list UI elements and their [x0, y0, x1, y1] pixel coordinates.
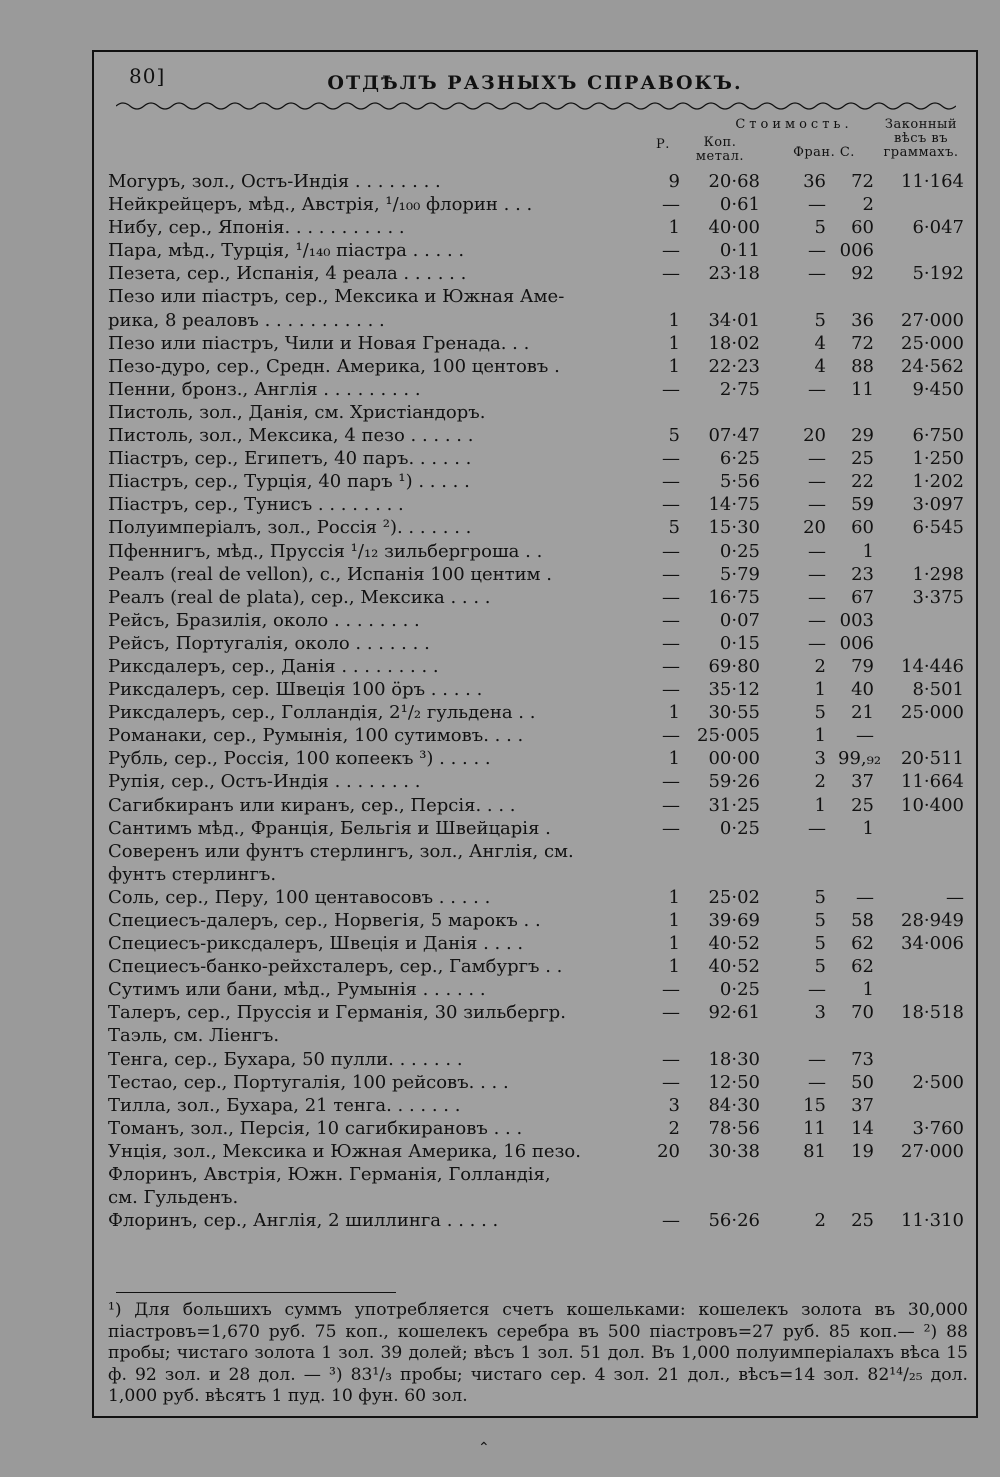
coin-name: Соль, сер., Перу, 100 центавосовъ . . . . .	[108, 886, 491, 908]
table-row	[108, 632, 966, 655]
table-row	[108, 1140, 966, 1163]
coin-name: Тилла, зол., Бухара, 21 тенга. . . . . . .	[108, 1094, 461, 1116]
header-weight: Законный вѣсъ въ граммахъ.	[883, 117, 959, 160]
footnotes	[108, 1300, 968, 1408]
table-row	[108, 262, 966, 285]
table-row	[108, 193, 966, 216]
cell-kop: 12·50	[708, 1071, 760, 1093]
cell-kop: 25·005	[697, 725, 760, 747]
header-kop: Коп. метал.	[695, 135, 745, 164]
coin-name: Реалъ (real de vellon), с., Испанія 100 центим .	[108, 563, 553, 585]
cell-kop: 92·61	[708, 1002, 760, 1024]
cell-sant: 72	[851, 332, 874, 354]
table-row	[108, 285, 966, 308]
cell-rub: —	[662, 1002, 680, 1024]
cell-weight: 28·949	[901, 910, 964, 931]
cell-kop: 39·69	[708, 910, 760, 931]
coin-name: Піастръ, сер., Тунисъ . . . . . . . .	[108, 494, 404, 516]
table-row	[108, 516, 966, 539]
cell-fr: 36	[803, 171, 826, 192]
coin-name: Пенни, бронз., Англія . . . . . . . . .	[108, 378, 421, 400]
decorative-wave-rule	[116, 99, 956, 113]
coin-name: Таэль, см. Ліенгъ.	[108, 1025, 280, 1047]
coin-name: Піастръ, сер., Турція, 40 паръ ¹) . . . . .	[108, 471, 470, 493]
cell-weight: 25·000	[901, 332, 964, 354]
cell-weight: 9·450	[912, 378, 964, 400]
coin-name: Тенга, сер., Бухара, 50 пулли. . . . . . .	[108, 1048, 463, 1070]
cell-weight: 14·446	[901, 655, 964, 677]
cell-sant: 1	[862, 817, 874, 839]
coin-name: Риксдалеръ, сер., Данія . . . . . . . . .	[108, 655, 439, 677]
cell-fr: —	[808, 540, 826, 562]
cell-kop: 0·25	[719, 817, 760, 839]
table-row	[108, 563, 966, 586]
cell-fr: —	[808, 1071, 826, 1093]
cell-fr: 11	[803, 1117, 826, 1139]
cell-weight: 3·097	[912, 494, 964, 516]
cell-sant: 62	[851, 933, 874, 955]
cell-fr: 2	[814, 1210, 826, 1232]
cell-rub: 1	[668, 332, 680, 354]
cell-fr: 2	[814, 655, 826, 677]
cell-fr: 3	[814, 748, 826, 770]
table-row	[108, 817, 966, 840]
cell-weight: 5·192	[912, 263, 964, 285]
table-row	[108, 1186, 966, 1209]
coin-name: Рупія, сер., Остъ-Индія . . . . . . . .	[108, 771, 421, 793]
cell-kop: 56·26	[708, 1210, 760, 1232]
cell-kop: 0·61	[719, 194, 760, 216]
cell-sant: 60	[851, 217, 874, 239]
table-row	[108, 378, 966, 401]
cell-sant: 1	[862, 979, 874, 1001]
cell-kop: 84·30	[708, 1094, 760, 1116]
cell-fr: 1	[814, 679, 826, 701]
coin-name: Рейсъ, Бразилія, около . . . . . . . .	[108, 609, 420, 631]
cell-fr: 1	[814, 725, 826, 747]
cell-rub: —	[662, 771, 680, 793]
cell-kop: 2·75	[719, 378, 760, 400]
cell-kop: 40·52	[708, 956, 760, 978]
cell-rub: 1	[668, 933, 680, 955]
cell-rub: 1	[668, 886, 680, 908]
cell-sant: 003	[839, 609, 874, 631]
coin-name: Сагибкиранъ или киранъ, сер., Персія. . . .	[108, 794, 516, 816]
table-row	[108, 655, 966, 678]
cell-kop: 31·25	[708, 794, 760, 816]
coin-name: Соверенъ или фунтъ стерлингъ, зол., Англія, см.	[108, 840, 574, 862]
cell-fr: —	[808, 563, 826, 585]
cell-fr: —	[808, 194, 826, 216]
cell-kop: 20·68	[708, 171, 760, 192]
cell-rub: 1	[668, 355, 680, 377]
cell-sant: 59	[851, 494, 874, 516]
cell-rub: —	[662, 817, 680, 839]
cell-fr: 4	[814, 332, 826, 354]
cell-fr: —	[808, 609, 826, 631]
cell-rub: —	[662, 586, 680, 608]
cell-weight: 27·000	[901, 1140, 964, 1162]
cell-weight: —	[946, 886, 964, 908]
table-row	[108, 678, 966, 701]
cell-sant: 70	[851, 1002, 874, 1024]
coin-name: Пара, мѣд., Турція, ¹/₁₄₀ піастра . . . . .	[108, 240, 465, 262]
table-row	[108, 770, 966, 793]
table-row	[108, 332, 966, 355]
cell-rub: 20	[657, 1140, 680, 1162]
cell-sant: 99,₉₂	[838, 748, 882, 770]
cell-sant: 11	[851, 378, 874, 400]
coin-table	[108, 170, 966, 1232]
cell-fr: 3	[814, 1002, 826, 1024]
cell-kop: 59·26	[708, 771, 760, 793]
cell-rub: 5	[668, 425, 680, 447]
cell-sant: 006	[839, 632, 874, 654]
bottom-mark: ⌃	[478, 1440, 490, 1456]
table-row	[108, 701, 966, 724]
cell-fr: 20	[803, 425, 826, 447]
cell-fr: 20	[803, 517, 826, 539]
cell-rub: —	[662, 378, 680, 400]
cell-fr: —	[808, 817, 826, 839]
cell-weight: 18·518	[901, 1002, 964, 1024]
coin-name: Пезо или піастръ, Чили и Новая Гренада. . .	[108, 332, 530, 354]
cell-rub: —	[662, 679, 680, 701]
cell-kop: 18·30	[708, 1048, 760, 1070]
cell-rub: —	[662, 725, 680, 747]
table-row	[108, 932, 966, 955]
table-row	[108, 586, 966, 609]
cell-fr: 2	[814, 771, 826, 793]
cell-kop: 25·02	[708, 886, 760, 908]
cell-kop: 34·01	[708, 309, 760, 331]
cell-kop: 0·07	[719, 609, 760, 631]
cell-kop: 5·79	[719, 563, 760, 585]
cell-fr: —	[808, 471, 826, 493]
table-row	[108, 863, 966, 886]
cell-sant: 67	[851, 586, 874, 608]
cell-fr: —	[808, 240, 826, 262]
cell-sant: 50	[851, 1071, 874, 1093]
cell-weight: 34·006	[901, 933, 964, 955]
coin-name: Пистоль, зол., Данія, см. Христіандоръ.	[108, 401, 486, 423]
cell-sant: 62	[851, 956, 874, 978]
cell-kop: 16·75	[708, 586, 760, 608]
cell-kop: 22·23	[708, 355, 760, 377]
table-row	[108, 1048, 966, 1071]
cell-rub: —	[662, 240, 680, 262]
cell-rub: —	[662, 471, 680, 493]
cell-sant: 72	[851, 171, 874, 192]
cell-fr: 5	[814, 956, 826, 978]
cell-fr: —	[808, 494, 826, 516]
coin-name: Унція, зол., Мексика и Южная Америка, 16 пезо.	[108, 1140, 581, 1162]
cell-sant: 25	[851, 794, 874, 816]
coin-name: Специесъ-далеръ, сер., Норвегія, 5 марокъ . .	[108, 910, 541, 931]
coin-name: Полуимперіалъ, зол., Россія ²). . . . . . .	[108, 517, 472, 539]
table-row	[108, 355, 966, 378]
cell-weight: 8·501	[912, 679, 964, 701]
table-row	[108, 840, 966, 863]
table-row	[108, 216, 966, 239]
cell-rub: —	[662, 263, 680, 285]
coin-name: Пфеннигъ, мѣд., Пруссія ¹/₁₂ зильбергроша . .	[108, 540, 543, 562]
cell-weight: 1·298	[912, 563, 964, 585]
cell-rub: —	[662, 655, 680, 677]
cell-sant: 14	[851, 1117, 874, 1139]
coin-name: Піастръ, сер., Египетъ, 40 паръ. . . . . .	[108, 448, 472, 470]
coin-name: Сутимъ или бани, мѣд., Румынія . . . . . .	[108, 979, 486, 1001]
coin-name: Специесъ-банко-рейхсталеръ, сер., Гамбургъ . .	[108, 956, 563, 978]
cell-sant: 37	[851, 1094, 874, 1116]
coin-name: Томанъ, зол., Персія, 10 сагибкирановъ . . .	[108, 1117, 523, 1139]
cell-kop: 14·75	[708, 494, 760, 516]
cell-weight: 24·562	[901, 355, 964, 377]
cell-sant: 006	[839, 240, 874, 262]
table-row	[108, 955, 966, 978]
cell-sant: 58	[851, 910, 874, 931]
cell-kop: 0·25	[719, 979, 760, 1001]
coin-name: Пезо-дуро, сер., Средн. Америка, 100 центовъ .	[108, 355, 560, 377]
table-row	[108, 239, 966, 262]
cell-sant: 25	[851, 1210, 874, 1232]
cell-rub: —	[662, 194, 680, 216]
cell-kop: 40·52	[708, 933, 760, 955]
table-row	[108, 909, 966, 932]
cell-weight: 11·664	[901, 771, 964, 793]
cell-sant: 79	[851, 655, 874, 677]
cell-fr: —	[808, 979, 826, 1001]
coin-name: Могуръ, зол., Остъ-Индія . . . . . . . .	[108, 171, 441, 192]
coin-name: Пезо или піастръ, сер., Мексика и Южная Аме-	[108, 286, 565, 308]
cell-kop: 5·56	[719, 471, 760, 493]
table-row	[108, 1163, 966, 1186]
cell-kop: 6·25	[719, 448, 760, 470]
cell-rub: —	[662, 540, 680, 562]
cell-weight: 20·511	[901, 748, 964, 770]
cell-fr: 5	[814, 886, 826, 908]
cell-kop: 69·80	[708, 655, 760, 677]
cell-rub: 1	[668, 217, 680, 239]
cell-rub: —	[662, 794, 680, 816]
table-row	[108, 1071, 966, 1094]
coin-name: Тестао, сер., Португалія, 100 рейсовъ. . . .	[108, 1071, 509, 1093]
cell-fr: 15	[803, 1094, 826, 1116]
cell-rub: —	[662, 632, 680, 654]
coin-name: Нейкрейцеръ, мѣд., Австрія, ¹/₁₀₀ флорин . . .	[108, 194, 533, 216]
cell-fr: 5	[814, 910, 826, 931]
cell-rub: 2	[668, 1117, 680, 1139]
cell-kop: 30·38	[708, 1140, 760, 1162]
table-row	[108, 424, 966, 447]
header-rub: Р.	[656, 137, 670, 152]
cell-weight: 3·760	[912, 1117, 964, 1139]
cell-kop: 00·00	[708, 748, 760, 770]
cell-fr: —	[808, 586, 826, 608]
coin-name: рика, 8 реаловъ . . . . . . . . . . .	[108, 309, 385, 331]
cell-rub: —	[662, 979, 680, 1001]
coin-name: см. Гульденъ.	[108, 1187, 239, 1209]
table-row	[108, 1024, 966, 1047]
page-frame	[92, 50, 978, 1418]
cell-rub: —	[662, 563, 680, 585]
cell-rub: 5	[668, 517, 680, 539]
page-title: ОТДѢЛЪ РАЗНЫХЪ СПРАВОКЪ.	[327, 72, 743, 94]
table-row	[108, 170, 966, 193]
coin-name: фунтъ стерлингъ.	[108, 863, 277, 885]
cell-sant: 73	[851, 1048, 874, 1070]
cell-sant: 92	[851, 263, 874, 285]
cell-kop: 0·11	[719, 240, 760, 262]
cell-rub: 1	[668, 309, 680, 331]
cell-fr: 5	[814, 217, 826, 239]
cell-kop: 40·00	[708, 217, 760, 239]
cell-fr: —	[808, 263, 826, 285]
cell-weight: 6·047	[912, 217, 964, 239]
cell-weight: 1·202	[912, 471, 964, 493]
page-number: 80]	[129, 64, 166, 88]
table-row	[108, 470, 966, 493]
table-row	[108, 794, 966, 817]
table-row	[108, 401, 966, 424]
cell-kop: 35·12	[708, 679, 760, 701]
cell-kop: 30·55	[708, 702, 760, 724]
cell-fr: —	[808, 632, 826, 654]
coin-name: Сантимъ мѣд., Франція, Бельгія и Швейцарія .	[108, 817, 551, 839]
coin-name: Пезета, сер., Испанія, 4 реала . . . . . .	[108, 263, 467, 285]
cell-rub: 9	[668, 171, 680, 192]
cell-sant: 40	[851, 679, 874, 701]
cell-rub: —	[662, 448, 680, 470]
cell-sant: —	[856, 725, 874, 747]
cell-kop: 18·02	[708, 332, 760, 354]
cell-rub: —	[662, 1071, 680, 1093]
coin-name: Талеръ, сер., Пруссія и Германія, 30 зильбергр.	[108, 1002, 566, 1024]
coin-name: Нибу, сер., Японія. . . . . . . . . . .	[108, 217, 405, 239]
cell-sant: 25	[851, 448, 874, 470]
cell-rub: —	[662, 609, 680, 631]
table-row	[108, 1094, 966, 1117]
cell-kop: 15·30	[708, 517, 760, 539]
cell-sant: 36	[851, 309, 874, 331]
cell-weight: 25·000	[901, 702, 964, 724]
cell-kop: 0·15	[719, 632, 760, 654]
cell-sant: 29	[851, 425, 874, 447]
table-row	[108, 309, 966, 332]
cell-weight: 2·500	[912, 1071, 964, 1093]
cell-rub: 1	[668, 910, 680, 931]
cell-fr: 81	[803, 1140, 826, 1162]
cell-fr: —	[808, 448, 826, 470]
cell-fr: 5	[814, 933, 826, 955]
cell-fr: 5	[814, 702, 826, 724]
cell-weight: 11·164	[901, 171, 964, 192]
header-group-value: Стоимость.	[735, 117, 853, 132]
cell-weight: 11·310	[901, 1210, 964, 1232]
coin-name: Флоринъ, сер., Англія, 2 шиллинга . . . . .	[108, 1210, 499, 1232]
table-row	[108, 447, 966, 470]
cell-sant: 22	[851, 471, 874, 493]
cell-weight: 6·750	[912, 425, 964, 447]
cell-rub: 1	[668, 748, 680, 770]
cell-sant: 2	[862, 194, 874, 216]
coin-name: Реалъ (real de plata), сер., Мексика . . . .	[108, 586, 491, 608]
cell-kop: 23·18	[708, 263, 760, 285]
table-row	[108, 978, 966, 1001]
table-row	[108, 886, 966, 909]
cell-sant: 23	[851, 563, 874, 585]
table-row	[108, 493, 966, 516]
cell-fr: —	[808, 1048, 826, 1070]
table-row	[108, 540, 966, 563]
coin-name: Романаки, сер., Румынія, 100 сутимовъ. . . .	[108, 725, 524, 747]
cell-sant: 1	[862, 540, 874, 562]
coin-name: Рейсъ, Португалія, около . . . . . . .	[108, 632, 430, 654]
footnote-divider	[116, 1292, 396, 1293]
coin-name: Риксдалеръ, сер., Голландія, 2¹/₂ гульдена . .	[108, 702, 536, 724]
cell-fr: —	[808, 378, 826, 400]
cell-rub: —	[662, 1210, 680, 1232]
cell-kop: 07·47	[708, 425, 760, 447]
cell-rub: 1	[668, 956, 680, 978]
coin-name: Пистоль, зол., Мексика, 4 пезо . . . . . .	[108, 425, 474, 447]
table-row	[108, 609, 966, 632]
coin-name: Риксдалеръ, сер. Швеція 100 öръ . . . . .	[108, 679, 483, 701]
cell-fr: 4	[814, 355, 826, 377]
cell-fr: 1	[814, 794, 826, 816]
cell-rub: —	[662, 494, 680, 516]
cell-kop: 0·25	[719, 540, 760, 562]
cell-sant: 19	[851, 1140, 874, 1162]
cell-rub: —	[662, 1048, 680, 1070]
cell-fr: 5	[814, 309, 826, 331]
cell-sant: 88	[851, 355, 874, 377]
cell-sant: 60	[851, 517, 874, 539]
table-row	[108, 724, 966, 747]
cell-weight: 3·375	[912, 586, 964, 608]
header-fr: Фран. С.	[793, 145, 855, 160]
footnote-text: ¹) Для большихъ суммъ употребляется счетъ кошельками: кошелекъ золота въ 30,000 піастровъ=1,670 руб. 75 коп., кошелекъ серебра въ 500 піастровъ=27 руб. 85 коп.— ²) 88 пробы; чистаго золота 1 зол. 39 долей; вѣсъ 1 зол. 51 дол. Въ 1,000 полуимперіалахъ вѣса 15 ф. 92 зол. и 28 дол. — ³) 83¹/₃ пробы; чистаго сер. 4 зол. 21 дол., вѣсъ=14 зол. 82¹⁴/₂₅ дол. 1,000 руб. вѣсятъ 1 пуд. 10 фун. 60 зол.	[108, 1300, 968, 1406]
cell-rub: 1	[668, 702, 680, 724]
cell-weight: 27·000	[901, 309, 964, 331]
coin-name: Рубль, сер., Россія, 100 копеекъ ³) . . . . .	[108, 748, 491, 770]
table-row	[108, 1209, 966, 1232]
cell-weight: 1·250	[912, 448, 964, 470]
cell-sant: 37	[851, 771, 874, 793]
cell-rub: 3	[668, 1094, 680, 1116]
table-row	[108, 1001, 966, 1024]
cell-weight: 10·400	[901, 794, 964, 816]
cell-sant: 21	[851, 702, 874, 724]
cell-sant: —	[856, 886, 874, 908]
cell-weight: 6·545	[912, 517, 964, 539]
table-row	[108, 747, 966, 770]
coin-name: Флоринъ, Австрія, Южн. Германія, Голландія,	[108, 1164, 551, 1186]
table-row	[108, 1117, 966, 1140]
coin-name: Специесъ-риксдалеръ, Швеція и Данія . . . .	[108, 933, 524, 955]
cell-kop: 78·56	[708, 1117, 760, 1139]
